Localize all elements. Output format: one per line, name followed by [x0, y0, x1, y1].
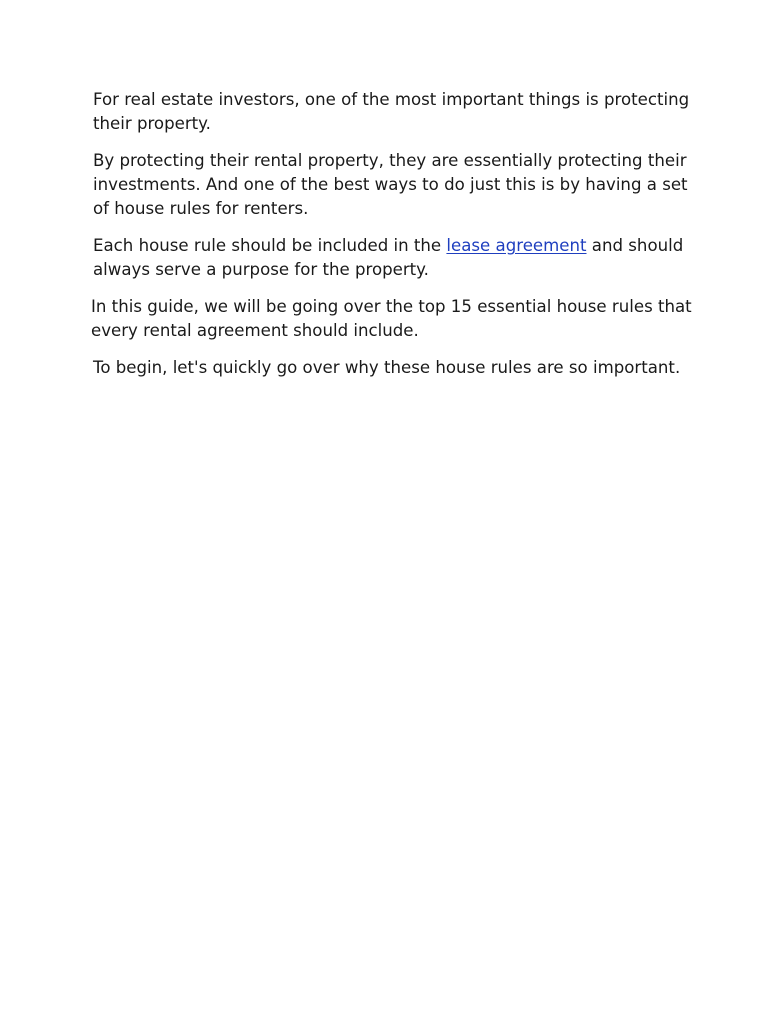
lease-agreement-link[interactable]: lease agreement [446, 236, 587, 255]
paragraph-guide-overview: In this guide, we will be going over the top 15 essential house rules that every rental agreement should include. [91, 297, 692, 340]
paragraph-why-important: To begin, let's quickly go over why these house rules are so important. [93, 358, 681, 377]
document-body [93, 88, 693, 393]
paragraph-lease-agreement [93, 234, 693, 282]
paragraph-lease-text-after: and should always serve a purpose for the property. [93, 236, 684, 279]
paragraph-intro: For real estate investors, one of the most important things is protecting their property. [93, 90, 690, 133]
paragraph-lease-text-before: Each house rule should be included in the [93, 236, 447, 255]
paragraph-protecting-investments: By protecting their rental property, they are essentially protecting their investments. And one of the best ways to do just this is by having a set of house rules for renters. [93, 151, 688, 218]
